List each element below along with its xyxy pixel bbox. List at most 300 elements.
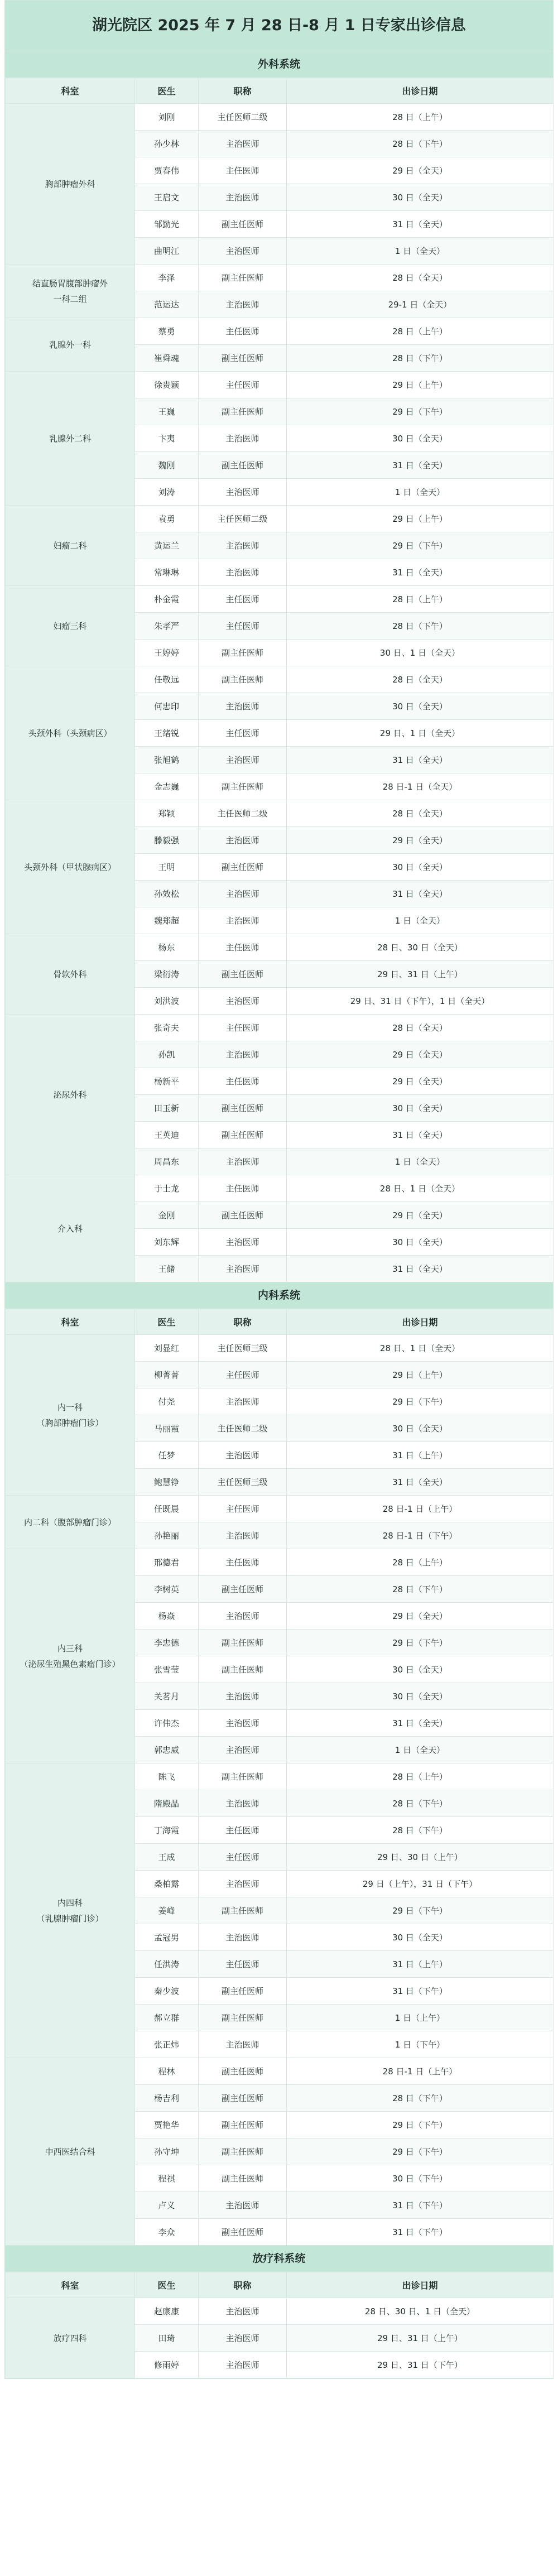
clinic-date: 29 日、31 日（上午）	[287, 2325, 554, 2352]
doctor-rank: 主治医师	[199, 291, 287, 318]
doctor-name: 李树英	[135, 1576, 199, 1603]
department-name: 介入科	[57, 1223, 83, 1234]
doctor-name: 贾艳华	[135, 2112, 199, 2138]
doctor-name: 孟冠男	[135, 1924, 199, 1951]
doctor-rank: 副主任医师	[199, 854, 287, 881]
doctor-rank: 主治医师	[199, 2298, 287, 2325]
clinic-date: 28 日（下午）	[287, 345, 554, 372]
doctor-name: 王巍	[135, 398, 199, 425]
table-row	[6, 1335, 554, 1362]
department-cell	[6, 800, 135, 934]
doctor-name: 杨东	[135, 934, 199, 961]
clinic-date: 29 日（全天）	[287, 1068, 554, 1095]
clinic-date: 29 日（上午），31 日（下午）	[287, 1871, 554, 1897]
header-row	[6, 78, 554, 104]
department-name: 结直肠胃腹部肿瘤外	[32, 278, 108, 289]
table-row	[6, 506, 554, 532]
clinic-date: 30 日（全天）	[287, 1095, 554, 1122]
dept-header: 科室	[6, 78, 135, 104]
doctor-name: 赵康康	[135, 2298, 199, 2325]
department-cell	[6, 372, 135, 506]
doctor-rank: 主治医师	[199, 184, 287, 211]
clinic-date: 29 日、31 日（下午）	[287, 2352, 554, 2378]
doctor-name: 范运达	[135, 291, 199, 318]
doctor-rank: 主治医师	[199, 1388, 287, 1415]
clinic-date: 28 日、30 日（全天）	[287, 934, 554, 961]
clinic-date: 31 日（下午）	[287, 2192, 554, 2219]
clinic-date: 31 日（上午）	[287, 1442, 554, 1469]
clinic-date: 31 日（全天）	[287, 559, 554, 586]
rank-header: 职称	[199, 2272, 287, 2298]
doctor-name: 付尧	[135, 1388, 199, 1415]
department-name: 内四科	[57, 1897, 83, 1908]
clinic-date: 29 日（全天）	[287, 1041, 554, 1068]
table-row	[6, 1549, 554, 1576]
clinic-date: 1 日（全天）	[287, 907, 554, 934]
doctor-rank: 主治医师	[199, 693, 287, 720]
table-row	[6, 1175, 554, 1202]
table-row	[6, 372, 554, 398]
doctor-name: 杨吉利	[135, 2085, 199, 2112]
doctor-rank: 副主任医师	[199, 1095, 287, 1122]
doctor-name: 张旭鹤	[135, 747, 199, 773]
table-row	[6, 2298, 554, 2325]
clinic-date: 28 日（下午）	[287, 131, 554, 157]
doctor-name: 魏郑超	[135, 907, 199, 934]
doctor-rank: 主治医师	[199, 1041, 287, 1068]
date-header: 出诊日期	[287, 2272, 554, 2298]
dept-header: 科室	[6, 2272, 135, 2298]
doctor-name: 刘显红	[135, 1335, 199, 1362]
doctor-rank: 主任医师	[199, 1175, 287, 1202]
clinic-date: 1 日（全天）	[287, 238, 554, 265]
doctor-header: 医生	[135, 1309, 199, 1335]
doctor-name: 刘洪波	[135, 988, 199, 1015]
clinic-date: 31 日（全天）	[287, 1710, 554, 1737]
table-row	[6, 934, 554, 961]
doctor-rank: 副主任医师	[199, 1576, 287, 1603]
doctor-name: 崔舜魂	[135, 345, 199, 372]
doctor-rank: 副主任医师	[199, 345, 287, 372]
schedule-table	[5, 1309, 554, 2246]
department-name: 中西医结合科	[45, 2146, 95, 2157]
department-cell	[6, 1549, 135, 1763]
doctor-rank: 主治医师	[199, 559, 287, 586]
doctor-name: 李泽	[135, 265, 199, 291]
doctor-rank: 主任医师	[199, 318, 287, 345]
doctor-rank: 主任医师	[199, 1817, 287, 1844]
clinic-date: 29 日（下午）	[287, 532, 554, 559]
doctor-name: 金志巍	[135, 773, 199, 800]
department-cell	[6, 1335, 135, 1496]
doctor-name: 卢义	[135, 2192, 199, 2219]
doctor-name: 常琳琳	[135, 559, 199, 586]
clinic-date: 28 日（下午）	[287, 1817, 554, 1844]
clinic-date: 30 日（下午）	[287, 2165, 554, 2192]
doctor-name: 桑柏露	[135, 1871, 199, 1897]
doctor-rank: 主治医师	[199, 238, 287, 265]
doctor-name: 孙少林	[135, 131, 199, 157]
doctor-name: 徐贵颖	[135, 372, 199, 398]
department-cell	[6, 2058, 135, 2246]
clinic-date: 29-1 日（全天）	[287, 291, 554, 318]
doctor-name: 孙艳丽	[135, 1522, 199, 1549]
doctor-rank: 主治医师	[199, 2192, 287, 2219]
doctor-rank: 副主任医师	[199, 2219, 287, 2246]
dept-header: 科室	[6, 1309, 135, 1335]
doctor-name: 田玉新	[135, 1095, 199, 1122]
doctor-rank: 主任医师	[199, 720, 287, 747]
clinic-date: 29 日、31 日（上午）	[287, 961, 554, 988]
doctor-name: 邢德君	[135, 1549, 199, 1576]
doctor-rank: 主治医师	[199, 907, 287, 934]
clinic-date: 28 日（下午）	[287, 2085, 554, 2112]
doctor-name: 袁勇	[135, 506, 199, 532]
doctor-name: 隋殿晶	[135, 1790, 199, 1817]
clinic-date: 30 日（全天）	[287, 425, 554, 452]
doctor-name: 柳菁菁	[135, 1362, 199, 1388]
clinic-date: 31 日（全天）	[287, 747, 554, 773]
table-row	[6, 800, 554, 827]
table-row	[6, 1763, 554, 1790]
clinic-date: 28 日（下午）	[287, 613, 554, 640]
department-cell	[6, 666, 135, 800]
clinic-date: 29 日（下午）	[287, 1388, 554, 1415]
doctor-rank: 主治医师	[199, 1683, 287, 1710]
clinic-date: 30 日、1 日（全天）	[287, 640, 554, 666]
doctor-rank: 副主任医师	[199, 1763, 287, 1790]
section-title: 放疗科系统	[5, 2246, 553, 2272]
doctor-rank: 主治医师	[199, 2352, 287, 2378]
doctor-rank: 主任医师	[199, 586, 287, 613]
doctor-rank: 主治医师	[199, 747, 287, 773]
doctor-rank: 副主任医师	[199, 265, 287, 291]
doctor-name: 修雨婷	[135, 2352, 199, 2378]
clinic-date: 1 日（下午）	[287, 2031, 554, 2058]
doctor-name: 王储	[135, 1256, 199, 1282]
doctor-rank: 主治医师	[199, 1256, 287, 1282]
doctor-rank: 副主任医师	[199, 1122, 287, 1148]
doctor-rank: 主治医师	[199, 1790, 287, 1817]
doctor-name: 黄运兰	[135, 532, 199, 559]
date-header: 出诊日期	[287, 1309, 554, 1335]
doctor-name: 田琦	[135, 2325, 199, 2352]
doctor-name: 卞夷	[135, 425, 199, 452]
department-name: 妇瘤二科	[53, 540, 87, 551]
department-name: 内一科	[57, 1402, 83, 1412]
doctor-name: 陈飞	[135, 1763, 199, 1790]
clinic-date: 31 日（全天）	[287, 1122, 554, 1148]
doctor-name: 杨焱	[135, 1603, 199, 1630]
doctor-name: 郝立群	[135, 2005, 199, 2031]
doctor-name: 贾春伟	[135, 157, 199, 184]
rank-header: 职称	[199, 78, 287, 104]
clinic-date: 28 日（下午）	[287, 1576, 554, 1603]
doctor-rank: 主治医师	[199, 1871, 287, 1897]
doctor-name: 朴金霞	[135, 586, 199, 613]
doctor-name: 刘东辉	[135, 1229, 199, 1256]
doctor-rank: 主治医师	[199, 1924, 287, 1951]
department-name: 乳腺外一科	[49, 339, 91, 350]
doctor-header: 医生	[135, 2272, 199, 2298]
clinic-date: 29 日、30 日（上午）	[287, 1844, 554, 1871]
doctor-rank: 主任医师	[199, 1844, 287, 1871]
table-row	[6, 318, 554, 345]
doctor-rank: 主治医师	[199, 1603, 287, 1630]
department-name: 乳腺外二科	[49, 433, 91, 444]
table-row	[6, 2058, 554, 2085]
page-title: 湖光院区 2025 年 7 月 28 日-8 月 1 日专家出诊信息	[5, 1, 553, 51]
clinic-date: 30 日（全天）	[287, 1229, 554, 1256]
doctor-rank: 主任医师二级	[199, 800, 287, 827]
schedule-table	[5, 78, 554, 1282]
doctor-name: 刘涛	[135, 479, 199, 506]
doctor-rank: 主任医师	[199, 934, 287, 961]
clinic-date: 29 日（下午）	[287, 398, 554, 425]
table-row	[6, 666, 554, 693]
department-name: 头颈外科（甲状腺病区）	[23, 862, 116, 872]
clinic-date: 30 日（全天）	[287, 184, 554, 211]
doctor-rank: 主治医师	[199, 1442, 287, 1469]
doctor-name: 梁衍涛	[135, 961, 199, 988]
table-row	[6, 1496, 554, 1522]
clinic-date: 28 日（下午）	[287, 1790, 554, 1817]
doctor-name: 王绪锐	[135, 720, 199, 747]
doctor-name: 关茗月	[135, 1683, 199, 1710]
clinic-date: 29 日（全天）	[287, 1603, 554, 1630]
clinic-date: 29 日（下午）	[287, 1897, 554, 1924]
clinic-date: 31 日（上午）	[287, 1951, 554, 1978]
clinic-date: 29 日、31 日（下午），1 日（全天）	[287, 988, 554, 1015]
doctor-rank: 主治医师	[199, 1522, 287, 1549]
clinic-date: 28 日（上午）	[287, 1549, 554, 1576]
doctor-rank: 副主任医师	[199, 1630, 287, 1656]
clinic-date: 30 日（全天）	[287, 693, 554, 720]
doctor-name: 姜峰	[135, 1897, 199, 1924]
doctor-rank: 主任医师	[199, 1951, 287, 1978]
department-cell	[6, 506, 135, 586]
department-cell	[6, 2298, 135, 2378]
clinic-date: 28 日（上午）	[287, 586, 554, 613]
clinic-date: 31 日（下午）	[287, 1978, 554, 2005]
section-title: 外科系统	[5, 51, 553, 78]
department-name: 妇瘤三科	[53, 621, 87, 631]
doctor-rank: 主任医师	[199, 613, 287, 640]
doctor-rank: 副主任医师	[199, 2085, 287, 2112]
clinic-date: 30 日（全天）	[287, 1683, 554, 1710]
doctor-rank: 主治医师	[199, 2325, 287, 2352]
doctor-name: 程林	[135, 2058, 199, 2085]
department-cell	[6, 318, 135, 372]
department-name: 骨软外科	[53, 969, 87, 979]
doctor-name: 程祺	[135, 2165, 199, 2192]
doctor-name: 任洪涛	[135, 1951, 199, 1978]
clinic-date: 30 日（全天）	[287, 854, 554, 881]
department-cell	[6, 586, 135, 666]
clinic-date: 29 日（下午）	[287, 2138, 554, 2165]
department-name: 内二科（腹部肿瘤门诊）	[23, 1517, 116, 1527]
department-name: 一科二组	[53, 294, 87, 304]
clinic-date: 1 日（全天）	[287, 1737, 554, 1763]
clinic-date: 31 日（全天）	[287, 211, 554, 238]
doctor-name: 马丽霞	[135, 1415, 199, 1442]
doctor-rank: 主任医师	[199, 1015, 287, 1041]
doctor-name: 杨新平	[135, 1068, 199, 1095]
clinic-date: 29 日（上午）	[287, 372, 554, 398]
department-name: 放疗四科	[53, 2333, 87, 2343]
clinic-date: 29 日（全天）	[287, 1202, 554, 1229]
doctor-rank: 副主任医师	[199, 773, 287, 800]
doctor-name: 周昌东	[135, 1148, 199, 1175]
header-row	[6, 1309, 554, 1335]
clinic-date: 1 日（上午）	[287, 2005, 554, 2031]
doctor-name: 邹勤光	[135, 211, 199, 238]
department-cell	[6, 1496, 135, 1549]
department-name: （泌尿生殖黑色素瘤门诊）	[20, 1659, 121, 1669]
doctor-name: 王成	[135, 1844, 199, 1871]
clinic-date: 28 日（全天）	[287, 800, 554, 827]
doctor-name: 郭忠威	[135, 1737, 199, 1763]
table-row	[6, 104, 554, 131]
doctor-name: 许伟杰	[135, 1710, 199, 1737]
doctor-rank: 主治医师	[199, 881, 287, 907]
doctor-rank: 主治医师	[199, 425, 287, 452]
header-row	[6, 2272, 554, 2298]
department-cell	[6, 104, 135, 265]
table-row	[6, 265, 554, 291]
doctor-rank: 主任医师三级	[199, 1469, 287, 1496]
doctor-rank: 主治医师	[199, 1737, 287, 1763]
rank-header: 职称	[199, 1309, 287, 1335]
doctor-rank: 主治医师	[199, 1229, 287, 1256]
department-cell	[6, 934, 135, 1015]
doctor-rank: 主任医师	[199, 1496, 287, 1522]
doctor-rank: 副主任医师	[199, 1978, 287, 2005]
schedule-page	[4, 0, 554, 2379]
clinic-date: 31 日（全天）	[287, 1469, 554, 1496]
doctor-name: 何忠印	[135, 693, 199, 720]
doctor-rank: 主治医师	[199, 1710, 287, 1737]
clinic-date: 31 日（全天）	[287, 452, 554, 479]
doctor-rank: 副主任医师	[199, 961, 287, 988]
clinic-date: 29 日、1 日（全天）	[287, 720, 554, 747]
doctor-rank: 主任医师	[199, 1362, 287, 1388]
clinic-date: 31 日（全天）	[287, 1256, 554, 1282]
doctor-name: 孙凯	[135, 1041, 199, 1068]
clinic-date: 29 日（全天）	[287, 157, 554, 184]
doctor-name: 任敬远	[135, 666, 199, 693]
clinic-date: 28 日（全天）	[287, 666, 554, 693]
doctor-rank: 副主任医师	[199, 2005, 287, 2031]
doctor-rank: 副主任医师	[199, 2112, 287, 2138]
doctor-name: 魏刚	[135, 452, 199, 479]
doctor-rank: 主任医师	[199, 157, 287, 184]
doctor-rank: 主治医师	[199, 988, 287, 1015]
clinic-date: 28 日、1 日（全天）	[287, 1175, 554, 1202]
doctor-rank: 副主任医师	[199, 1897, 287, 1924]
doctor-name: 丁海霞	[135, 1817, 199, 1844]
clinic-date: 1 日（全天）	[287, 479, 554, 506]
doctor-rank: 主治医师	[199, 1148, 287, 1175]
doctor-name: 张正炜	[135, 2031, 199, 2058]
doctor-rank: 主任医师	[199, 372, 287, 398]
doctor-name: 于士龙	[135, 1175, 199, 1202]
clinic-date: 31 日（全天）	[287, 881, 554, 907]
doctor-rank: 副主任医师	[199, 1202, 287, 1229]
doctor-name: 孙守坤	[135, 2138, 199, 2165]
doctor-name: 李众	[135, 2219, 199, 2246]
clinic-date: 30 日（全天）	[287, 1415, 554, 1442]
doctor-name: 滕毅强	[135, 827, 199, 854]
doctor-name: 蔡勇	[135, 318, 199, 345]
clinic-date: 28 日（上午）	[287, 1763, 554, 1790]
doctor-rank: 副主任医师	[199, 2058, 287, 2085]
doctor-rank: 副主任医师	[199, 2138, 287, 2165]
clinic-date: 28 日-1 日（上午）	[287, 1496, 554, 1522]
doctor-name: 刘刚	[135, 104, 199, 131]
doctor-rank: 主治医师	[199, 479, 287, 506]
doctor-rank: 主任医师二级	[199, 1415, 287, 1442]
clinic-date: 28 日（全天）	[287, 1015, 554, 1041]
doctor-rank: 副主任医师	[199, 2165, 287, 2192]
doctor-rank: 副主任医师	[199, 452, 287, 479]
section-title: 内科系统	[5, 1282, 553, 1309]
doctor-rank: 副主任医师	[199, 211, 287, 238]
clinic-date: 29 日（上午）	[287, 506, 554, 532]
doctor-header: 医生	[135, 78, 199, 104]
doctor-name: 郑颖	[135, 800, 199, 827]
doctor-name: 李忠德	[135, 1630, 199, 1656]
department-name: 胸部肿瘤外科	[45, 179, 95, 189]
clinic-date: 28 日、30 日、1 日（全天）	[287, 2298, 554, 2325]
sections-container	[5, 51, 553, 2378]
clinic-date: 29 日（下午）	[287, 1630, 554, 1656]
doctor-rank: 主治医师	[199, 2031, 287, 2058]
clinic-date: 30 日（全天）	[287, 1924, 554, 1951]
department-name: （乳腺肿瘤门诊）	[36, 1913, 104, 1924]
clinic-date: 29 日（下午）	[287, 2112, 554, 2138]
clinic-date: 28 日-1 日（上午）	[287, 2058, 554, 2085]
table-row	[6, 586, 554, 613]
doctor-name: 张雪莹	[135, 1656, 199, 1683]
doctor-name: 曲明江	[135, 238, 199, 265]
department-cell	[6, 1175, 135, 1282]
clinic-date: 30 日（全天）	[287, 1656, 554, 1683]
clinic-date: 28 日（全天）	[287, 265, 554, 291]
doctor-name: 王英迪	[135, 1122, 199, 1148]
doctor-name: 任梦	[135, 1442, 199, 1469]
doctor-rank: 副主任医师	[199, 666, 287, 693]
doctor-rank: 主任医师三级	[199, 1335, 287, 1362]
doctor-name: 孙效松	[135, 881, 199, 907]
clinic-date: 29 日（全天）	[287, 827, 554, 854]
doctor-rank: 主治医师	[199, 827, 287, 854]
clinic-date: 28 日（上午）	[287, 318, 554, 345]
doctor-name: 鲍慧铮	[135, 1469, 199, 1496]
department-cell	[6, 1015, 135, 1175]
doctor-rank: 主任医师	[199, 1549, 287, 1576]
clinic-date: 28 日、1 日（全天）	[287, 1335, 554, 1362]
clinic-date: 31 日（下午）	[287, 2219, 554, 2246]
doctor-name: 金刚	[135, 1202, 199, 1229]
doctor-name: 王启文	[135, 184, 199, 211]
doctor-rank: 主治医师	[199, 532, 287, 559]
clinic-date: 28 日（上午）	[287, 104, 554, 131]
schedule-table	[5, 2272, 554, 2378]
doctor-rank: 副主任医师	[199, 1656, 287, 1683]
doctor-name: 王婷婷	[135, 640, 199, 666]
doctor-rank: 主治医师	[199, 131, 287, 157]
